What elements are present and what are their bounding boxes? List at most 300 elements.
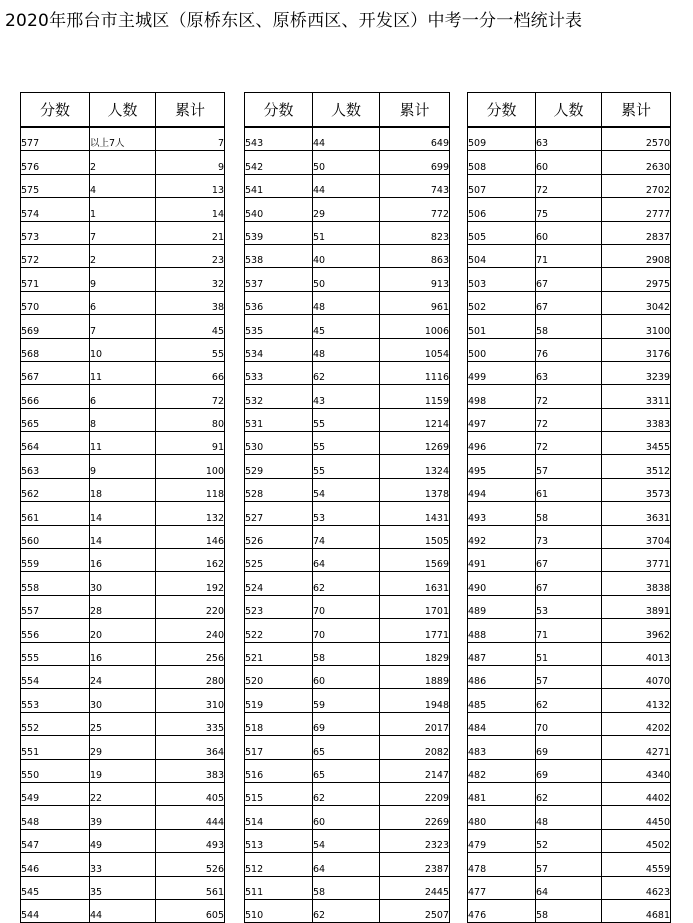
score-table-1 — [20, 92, 225, 923]
score-cell: 548 — [21, 806, 90, 829]
cumulative-cell: 383 — [156, 759, 225, 782]
cumulative-cell: 2975 — [602, 268, 671, 291]
cumulative-cell: 2702 — [602, 174, 671, 197]
table-row — [21, 806, 225, 829]
count-cell: 19 — [90, 759, 156, 782]
table-row — [21, 432, 225, 455]
table-row — [21, 478, 225, 501]
count-cell: 18 — [90, 478, 156, 501]
count-cell: 70 — [313, 595, 380, 618]
table-row — [245, 244, 450, 267]
table-row — [21, 455, 225, 478]
count-cell: 25 — [90, 712, 156, 735]
table-row — [21, 361, 225, 384]
table-row — [245, 455, 450, 478]
score-cell: 567 — [21, 361, 90, 384]
count-cell: 67 — [536, 291, 602, 314]
score-cell: 544 — [21, 899, 90, 922]
cumulative-cell: 100 — [156, 455, 225, 478]
table-row — [245, 221, 450, 244]
score-cell: 479 — [468, 829, 536, 852]
table-row — [468, 736, 671, 759]
cumulative-cell: 4013 — [602, 642, 671, 665]
count-cell: 28 — [90, 595, 156, 618]
count-cell: 57 — [536, 853, 602, 876]
table-row — [245, 619, 450, 642]
cumulative-cell: 3962 — [602, 619, 671, 642]
score-cell: 554 — [21, 665, 90, 688]
table-row — [468, 899, 671, 922]
count-cell: 1 — [90, 198, 156, 221]
cumulative-cell: 743 — [380, 174, 450, 197]
score-cell: 490 — [468, 572, 536, 595]
count-cell: 58 — [313, 876, 380, 899]
cumulative-cell: 1505 — [380, 525, 450, 548]
score-cell: 573 — [21, 221, 90, 244]
header-count: 人数 — [90, 93, 156, 128]
score-cell: 549 — [21, 782, 90, 805]
count-cell: 74 — [313, 525, 380, 548]
cumulative-cell: 3512 — [602, 455, 671, 478]
header-count: 人数 — [313, 93, 380, 128]
count-cell: 2 — [90, 244, 156, 267]
count-cell: 63 — [536, 127, 602, 151]
count-cell: 67 — [536, 268, 602, 291]
score-cell: 526 — [245, 525, 313, 548]
count-cell: 76 — [536, 338, 602, 361]
table-row — [245, 876, 450, 899]
table-row — [245, 385, 450, 408]
cumulative-cell: 3176 — [602, 338, 671, 361]
cumulative-cell: 1431 — [380, 502, 450, 525]
count-cell: 7 — [90, 221, 156, 244]
table-row — [468, 642, 671, 665]
count-cell: 7 — [90, 315, 156, 338]
table-row — [21, 291, 225, 314]
table-row — [245, 689, 450, 712]
count-cell: 62 — [536, 689, 602, 712]
score-cell: 494 — [468, 478, 536, 501]
score-cell: 514 — [245, 806, 313, 829]
count-cell: 53 — [313, 502, 380, 525]
count-cell: 45 — [313, 315, 380, 338]
table-row — [21, 712, 225, 735]
count-cell: 14 — [90, 525, 156, 548]
table-row — [21, 689, 225, 712]
cumulative-cell: 772 — [380, 198, 450, 221]
cumulative-cell: 1214 — [380, 408, 450, 431]
score-cell: 515 — [245, 782, 313, 805]
count-cell: 69 — [313, 712, 380, 735]
cumulative-cell: 310 — [156, 689, 225, 712]
table-row — [245, 572, 450, 595]
table-row — [21, 525, 225, 548]
count-cell: 44 — [313, 174, 380, 197]
table-row — [468, 853, 671, 876]
table-row — [245, 361, 450, 384]
table-row — [21, 876, 225, 899]
table-row — [468, 127, 671, 151]
count-cell: 30 — [90, 689, 156, 712]
score-cell: 485 — [468, 689, 536, 712]
table-row — [21, 198, 225, 221]
score-cell: 481 — [468, 782, 536, 805]
cumulative-cell: 80 — [156, 408, 225, 431]
cumulative-cell: 2323 — [380, 829, 450, 852]
count-cell: 67 — [536, 572, 602, 595]
score-cell: 476 — [468, 899, 536, 922]
count-cell: 44 — [90, 899, 156, 922]
table-row — [21, 127, 225, 151]
score-cell: 525 — [245, 549, 313, 572]
score-cell: 483 — [468, 736, 536, 759]
header-cumulative: 累计 — [156, 93, 225, 128]
count-cell: 51 — [313, 221, 380, 244]
cumulative-cell: 4502 — [602, 829, 671, 852]
table-row — [21, 244, 225, 267]
count-cell: 39 — [90, 806, 156, 829]
score-cell: 556 — [21, 619, 90, 642]
score-cell: 562 — [21, 478, 90, 501]
score-cell: 529 — [245, 455, 313, 478]
count-cell: 71 — [536, 244, 602, 267]
table-row — [21, 782, 225, 805]
score-cell: 508 — [468, 151, 536, 174]
table-row — [468, 174, 671, 197]
count-cell: 72 — [536, 174, 602, 197]
count-cell: 11 — [90, 432, 156, 455]
table-row — [468, 806, 671, 829]
table-row — [245, 829, 450, 852]
cumulative-cell: 91 — [156, 432, 225, 455]
cumulative-cell: 192 — [156, 572, 225, 595]
cumulative-cell: 605 — [156, 899, 225, 922]
cumulative-cell: 4450 — [602, 806, 671, 829]
cumulative-cell: 2147 — [380, 759, 450, 782]
score-cell: 495 — [468, 455, 536, 478]
table-row — [21, 572, 225, 595]
count-cell: 57 — [536, 455, 602, 478]
header-cumulative: 累计 — [380, 93, 450, 128]
cumulative-cell: 1829 — [380, 642, 450, 665]
table-row — [468, 665, 671, 688]
header-cumulative: 累计 — [602, 93, 671, 128]
count-cell: 48 — [313, 338, 380, 361]
table-row — [468, 151, 671, 174]
cumulative-cell: 21 — [156, 221, 225, 244]
count-cell: 62 — [313, 361, 380, 384]
score-cell: 558 — [21, 572, 90, 595]
table-row — [21, 151, 225, 174]
score-cell: 560 — [21, 525, 90, 548]
table-row — [468, 712, 671, 735]
table-row — [245, 712, 450, 735]
score-cell: 484 — [468, 712, 536, 735]
score-cell: 543 — [245, 127, 313, 151]
score-cell: 569 — [21, 315, 90, 338]
score-cell: 511 — [245, 876, 313, 899]
count-cell: 72 — [536, 408, 602, 431]
cumulative-cell: 4271 — [602, 736, 671, 759]
table-row — [245, 268, 450, 291]
cumulative-cell: 1701 — [380, 595, 450, 618]
table-row — [21, 221, 225, 244]
score-cell: 534 — [245, 338, 313, 361]
count-cell: 48 — [536, 806, 602, 829]
table-row — [468, 244, 671, 267]
score-cell: 542 — [245, 151, 313, 174]
table-row — [21, 736, 225, 759]
score-cell: 492 — [468, 525, 536, 548]
table-row — [245, 642, 450, 665]
cumulative-cell: 2082 — [380, 736, 450, 759]
table-row — [21, 268, 225, 291]
table-row — [21, 385, 225, 408]
table-row — [245, 408, 450, 431]
cumulative-cell: 45 — [156, 315, 225, 338]
score-cell: 528 — [245, 478, 313, 501]
cumulative-cell: 4340 — [602, 759, 671, 782]
table-row — [21, 315, 225, 338]
cumulative-cell: 72 — [156, 385, 225, 408]
cumulative-cell: 2570 — [602, 127, 671, 151]
table-row — [245, 806, 450, 829]
table-row — [468, 385, 671, 408]
score-cell: 488 — [468, 619, 536, 642]
count-cell: 6 — [90, 291, 156, 314]
score-cell: 531 — [245, 408, 313, 431]
cumulative-cell: 913 — [380, 268, 450, 291]
score-cell: 504 — [468, 244, 536, 267]
count-cell: 70 — [536, 712, 602, 735]
cumulative-cell: 2837 — [602, 221, 671, 244]
cumulative-cell: 444 — [156, 806, 225, 829]
count-cell: 以上7人 — [90, 127, 156, 151]
table-row — [21, 502, 225, 525]
score-cell: 565 — [21, 408, 90, 431]
header-score: 分数 — [245, 93, 313, 128]
count-cell: 49 — [90, 829, 156, 852]
cumulative-cell: 2269 — [380, 806, 450, 829]
count-cell: 75 — [536, 198, 602, 221]
score-cell: 575 — [21, 174, 90, 197]
count-cell: 50 — [313, 268, 380, 291]
table-row — [21, 408, 225, 431]
score-cell: 568 — [21, 338, 90, 361]
table-row — [468, 689, 671, 712]
table-row — [245, 291, 450, 314]
count-cell: 64 — [313, 853, 380, 876]
cumulative-cell: 1631 — [380, 572, 450, 595]
score-cell: 546 — [21, 853, 90, 876]
cumulative-cell: 162 — [156, 549, 225, 572]
count-cell: 70 — [313, 619, 380, 642]
table-row — [468, 572, 671, 595]
cumulative-cell: 863 — [380, 244, 450, 267]
cumulative-cell: 4202 — [602, 712, 671, 735]
cumulative-cell: 2017 — [380, 712, 450, 735]
count-cell: 64 — [536, 876, 602, 899]
count-cell: 4 — [90, 174, 156, 197]
count-cell: 30 — [90, 572, 156, 595]
cumulative-cell: 2209 — [380, 782, 450, 805]
score-cell: 482 — [468, 759, 536, 782]
cumulative-cell: 823 — [380, 221, 450, 244]
cumulative-cell: 4132 — [602, 689, 671, 712]
table-row — [245, 759, 450, 782]
cumulative-cell: 55 — [156, 338, 225, 361]
cumulative-cell: 256 — [156, 642, 225, 665]
cumulative-cell: 1116 — [380, 361, 450, 384]
count-cell: 62 — [313, 572, 380, 595]
score-cell: 489 — [468, 595, 536, 618]
cumulative-cell: 280 — [156, 665, 225, 688]
cumulative-cell: 4681 — [602, 899, 671, 922]
count-cell: 54 — [313, 829, 380, 852]
count-cell: 69 — [536, 736, 602, 759]
cumulative-cell: 1771 — [380, 619, 450, 642]
table-row — [245, 782, 450, 805]
cumulative-cell: 3704 — [602, 525, 671, 548]
score-cell: 501 — [468, 315, 536, 338]
count-cell: 55 — [313, 432, 380, 455]
table-row — [245, 151, 450, 174]
cumulative-cell: 3239 — [602, 361, 671, 384]
count-cell: 72 — [536, 385, 602, 408]
count-cell: 58 — [313, 642, 380, 665]
table-row — [245, 127, 450, 151]
score-cell: 524 — [245, 572, 313, 595]
cumulative-cell: 1269 — [380, 432, 450, 455]
table-row — [468, 525, 671, 548]
table-row — [468, 759, 671, 782]
count-cell: 61 — [536, 478, 602, 501]
score-cell: 555 — [21, 642, 90, 665]
cumulative-cell: 1889 — [380, 665, 450, 688]
count-cell: 55 — [313, 455, 380, 478]
table-row — [245, 736, 450, 759]
count-cell: 62 — [313, 782, 380, 805]
cumulative-cell: 1159 — [380, 385, 450, 408]
score-cell: 505 — [468, 221, 536, 244]
table-row — [468, 361, 671, 384]
score-cell: 535 — [245, 315, 313, 338]
score-cell: 487 — [468, 642, 536, 665]
table-row — [245, 198, 450, 221]
cumulative-cell: 3383 — [602, 408, 671, 431]
score-cell: 570 — [21, 291, 90, 314]
score-cell: 506 — [468, 198, 536, 221]
table-row — [468, 829, 671, 852]
count-cell: 43 — [313, 385, 380, 408]
table-row — [468, 455, 671, 478]
score-cell: 496 — [468, 432, 536, 455]
table-row — [21, 642, 225, 665]
cumulative-cell: 561 — [156, 876, 225, 899]
cumulative-cell: 405 — [156, 782, 225, 805]
table-row — [245, 174, 450, 197]
table-row — [21, 338, 225, 361]
cumulative-cell: 3042 — [602, 291, 671, 314]
score-cell: 500 — [468, 338, 536, 361]
count-cell: 62 — [536, 782, 602, 805]
count-cell: 50 — [313, 151, 380, 174]
table-row — [245, 899, 450, 922]
count-cell: 64 — [313, 549, 380, 572]
score-table-2 — [244, 92, 450, 923]
score-cell: 557 — [21, 595, 90, 618]
count-cell: 52 — [536, 829, 602, 852]
count-cell: 8 — [90, 408, 156, 431]
cumulative-cell: 146 — [156, 525, 225, 548]
cumulative-cell: 526 — [156, 853, 225, 876]
cumulative-cell: 13 — [156, 174, 225, 197]
cumulative-cell: 1569 — [380, 549, 450, 572]
score-cell: 527 — [245, 502, 313, 525]
score-cell: 552 — [21, 712, 90, 735]
score-cell: 512 — [245, 853, 313, 876]
score-cell: 571 — [21, 268, 90, 291]
count-cell: 55 — [313, 408, 380, 431]
cumulative-cell: 2630 — [602, 151, 671, 174]
score-cell: 523 — [245, 595, 313, 618]
count-cell: 14 — [90, 502, 156, 525]
score-cell: 577 — [21, 127, 90, 151]
count-cell: 9 — [90, 268, 156, 291]
header-score: 分数 — [468, 93, 536, 128]
cumulative-cell: 2387 — [380, 853, 450, 876]
cumulative-cell: 3311 — [602, 385, 671, 408]
cumulative-cell: 3573 — [602, 478, 671, 501]
cumulative-cell: 1324 — [380, 455, 450, 478]
score-cell: 572 — [21, 244, 90, 267]
cumulative-cell: 38 — [156, 291, 225, 314]
table-row — [245, 853, 450, 876]
score-cell: 538 — [245, 244, 313, 267]
cumulative-cell: 961 — [380, 291, 450, 314]
cumulative-cell: 649 — [380, 127, 450, 151]
table-row — [468, 876, 671, 899]
cumulative-cell: 14 — [156, 198, 225, 221]
cumulative-cell: 23 — [156, 244, 225, 267]
count-cell: 35 — [90, 876, 156, 899]
cumulative-cell: 3455 — [602, 432, 671, 455]
count-cell: 16 — [90, 642, 156, 665]
table-row — [245, 549, 450, 572]
table-row — [468, 268, 671, 291]
count-cell: 58 — [536, 315, 602, 338]
table-row — [21, 899, 225, 922]
cumulative-cell: 132 — [156, 502, 225, 525]
score-cell: 507 — [468, 174, 536, 197]
table-row — [468, 549, 671, 572]
count-cell: 44 — [313, 127, 380, 151]
cumulative-cell: 2908 — [602, 244, 671, 267]
cumulative-cell: 3838 — [602, 572, 671, 595]
cumulative-cell: 4070 — [602, 665, 671, 688]
score-cell: 516 — [245, 759, 313, 782]
score-cell: 551 — [21, 736, 90, 759]
score-cell: 545 — [21, 876, 90, 899]
score-cell: 497 — [468, 408, 536, 431]
header-score: 分数 — [21, 93, 90, 128]
score-cell: 477 — [468, 876, 536, 899]
score-cell: 539 — [245, 221, 313, 244]
score-cell: 574 — [21, 198, 90, 221]
score-cell: 521 — [245, 642, 313, 665]
table-row — [245, 315, 450, 338]
score-table-3 — [467, 92, 671, 923]
